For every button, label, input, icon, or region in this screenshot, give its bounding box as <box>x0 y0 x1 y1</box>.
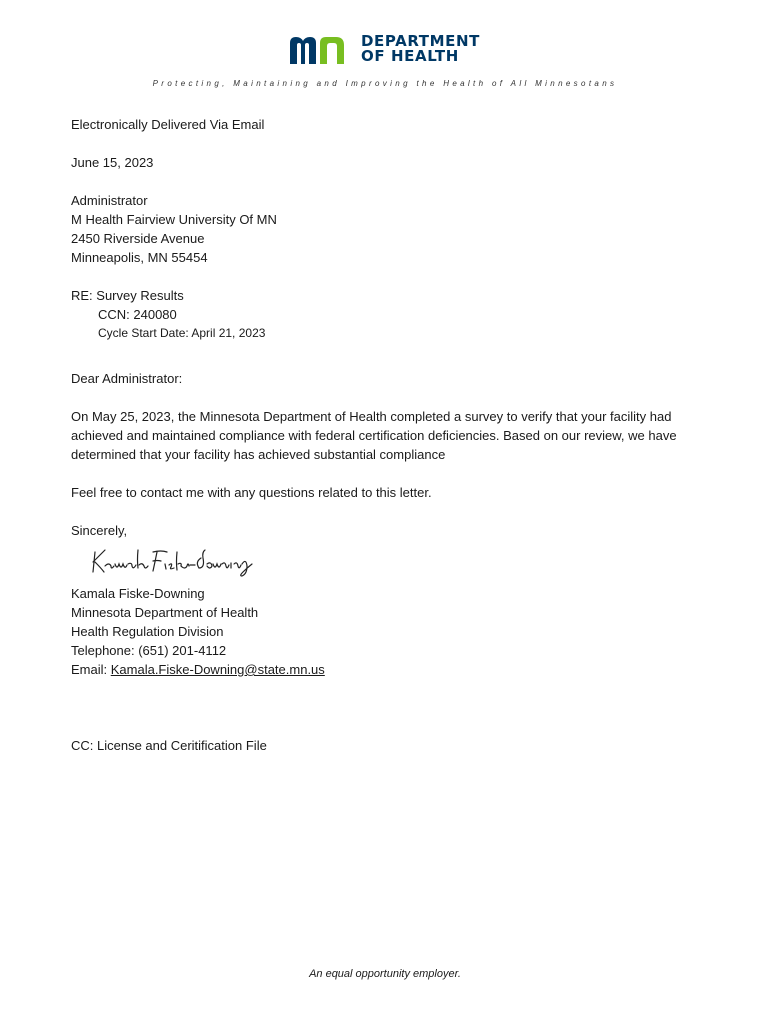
ccn-line: CCN: 240080 <box>98 307 177 322</box>
recipient-org: M Health Fairview University Of MN <box>71 212 277 227</box>
re-line: RE: Survey Results <box>71 288 184 303</box>
sender-division: Health Regulation Division <box>71 624 224 639</box>
closing: Sincerely, <box>71 523 128 538</box>
recipient-title: Administrator <box>71 193 148 208</box>
signature-icon <box>89 544 269 578</box>
delivery-note: Electronically Delivered Via Email <box>71 117 265 132</box>
logo-wordmark <box>361 34 480 64</box>
letter-body <box>71 115 711 755</box>
re-block <box>71 286 711 343</box>
sender-block <box>71 584 711 679</box>
body-paragraph-2: Feel free to contact me with any questions related to this letter. <box>71 485 432 500</box>
sender-email-line <box>71 660 711 679</box>
recipient-address <box>71 191 711 267</box>
mdh-logo <box>289 33 481 69</box>
sender-phone: Telephone: (651) 201-4112 <box>71 643 227 658</box>
mn-logo-mark-icon <box>289 33 355 65</box>
logo-line-2: OF HEALTH <box>361 47 459 65</box>
logo-line-1: DEPARTMENT <box>361 32 480 50</box>
sender-name: Kamala Fiske-Downing <box>71 586 205 601</box>
recipient-street: 2450 Riverside Avenue <box>71 231 205 246</box>
sender-department: Minnesota Department of Health <box>71 605 259 620</box>
recipient-city: Minneapolis, MN 55454 <box>71 250 208 265</box>
email-link[interactable]: Kamala.Fiske-Downing@state.mn.us <box>110 662 325 677</box>
body-paragraph-1: On May 25, 2023, the Minnesota Department of Health completed a survey to verify that your facility had achieved and maintained compliance with federal certification deficiencies. Based on our review, we have determined that your facility has achieved substantial compliance <box>71 409 677 462</box>
cc-line: CC: License and Ceritification File <box>71 738 267 753</box>
cycle-start-line: Cycle Start Date: April 21, 2023 <box>98 326 266 340</box>
handwritten-signature <box>71 540 711 584</box>
email-label: Email: <box>71 662 111 677</box>
salutation: Dear Administrator: <box>71 371 183 386</box>
letter-date: June 15, 2023 <box>71 155 154 170</box>
tagline: Protecting, Maintaining and Improving the Health of All Minnesotans <box>152 79 618 88</box>
footer-note: An equal opportunity employer. <box>309 968 461 980</box>
